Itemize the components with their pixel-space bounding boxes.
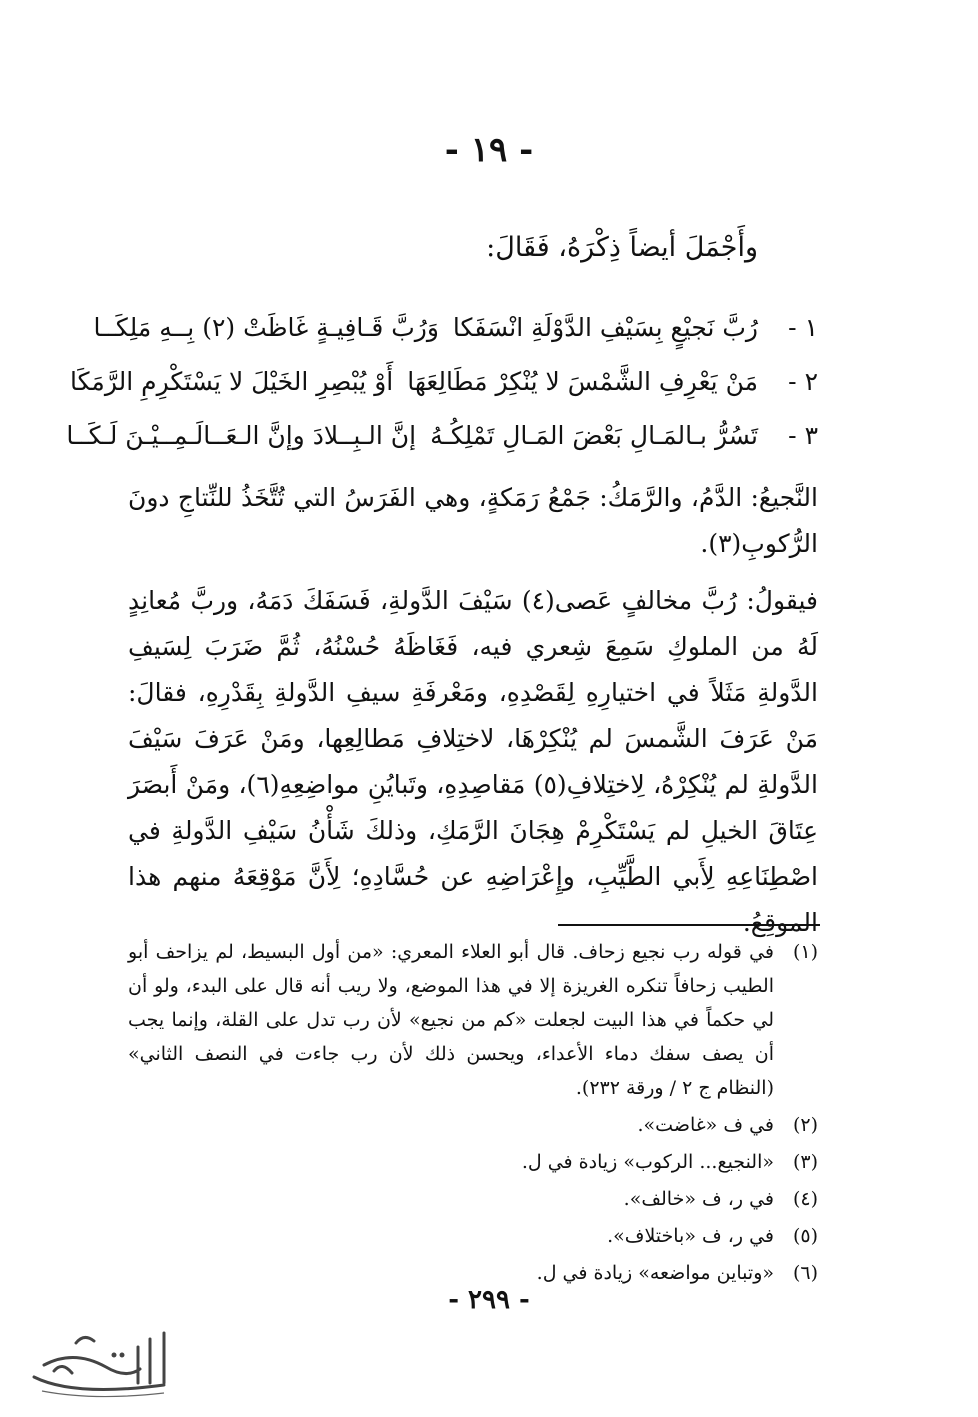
verse-second-hemistich: إنَّ الـبِــلادَ وإنَّ الـعَــالَـمِــيْـنَ لَـكَــا xyxy=(66,420,417,450)
footnote-text: في قوله رب نجيع زحاف. قال أبو العلاء المعري: «من أول البسيط، لم يزاحف أبو الطيب زحافاً تنكره الغريزة إلا في هذا الموضع، ولا ريب أنه قال على البدء، ولو أن لي حكماً في هذا البيت لجعلت «كم من نجيع» لأن رب تدل على القلة، وإنما يجب أن يصف سفك دماء الأعداء، ويحسن ذلك لأن رب جاءت في النصف الثاني» (النظام ج ٢ / ورقة ٢٣٢). xyxy=(128,941,774,1099)
gloss-paragraph: النَّجيعُ: الدَّمُ، والرَّمَكُ: جَمْعُ رَمَكةٍ، وهي الفَرَسُ التي تُتَّخَذُ للنِّتاجِ دونَ الرُّكوبِ(٣). xyxy=(128,483,818,558)
footnote-3 xyxy=(128,1145,818,1179)
footnote-marker: (٥) xyxy=(792,1225,818,1247)
verse-2 xyxy=(70,354,818,408)
footnote-marker: (٢) xyxy=(792,1114,818,1136)
verse-second-hemistich: أَوْ يُبْصِرِ الخَيْلَ لا يَسْتَكْرِمِ الرَّمَكَا xyxy=(70,366,394,396)
verse-second-hemistich: وَرُبَّ قَـافِيـةٍ غَاظَتْ (٢) بِــهِ مَلِكَــا xyxy=(93,312,439,342)
verse-number: ٢ - xyxy=(788,366,818,396)
verse-first-hemistich: رُبَّ نَجيْعٍ بِسَيْفِ الدَّوْلَةِ انْسَفَكا xyxy=(452,312,758,342)
commentary-paragraph: فيقولُ: رُبَّ مخالفٍ عَصى(٤) سَيْفَ الدَّولةِ، فَسَفَكَ دَمَهُ، وربَّ مُعانِدٍ لَهُ من الملوكِ سَمِعَ شِعري فيه، فَغَاظَهُ حُسْنُهُ، ثُمَّ ضَرَبَ لِسَيفِ الدَّولةِ مَثَلاً في اختيارِهِ لِقَصْدِهِ، ومَعْرفَةِ سيفِ الدَّولةِ بِقَدْرِهِ، فقالَ: مَنْ عَرَفَ الشَّمسَ لم يُنْكِرْهَا، لاختِلافِ مَطالِعِها، ومَنْ عَرَفَ سَيْفَ الدَّولةِ لم يُنْكِرْهُ، لِاختِلافِ(٥) مَقاصِدِهِ، وتَبايُنِ مواضِعِهِ(٦)، ومَنْ أَبصَرَ عِتَاقَ الخيلِ لم يَسْتَكْرِمْ هِجَانَ الرَّمَكِ، وذلكَ شَأْنُ سَيْفِ الدَّولةِ في اصْطِنَاعِهِ لِأَبي الطَّيِّبِ، وإِعْرَاضِهِ عن حُسَّادِهِ؛ لِأَنَّ مَوْقِعَهُ منهم هذا الموقِعُ. xyxy=(128,586,818,937)
page-number-bottom: - ٢٩٩ - xyxy=(448,1285,530,1315)
footnote-text: في ر، ف «باختلاف». xyxy=(607,1225,774,1247)
verse-number: ٣ - xyxy=(788,420,818,450)
footnote-5 xyxy=(128,1219,818,1253)
footnote-1 xyxy=(128,935,818,1105)
watermark-calligraphy-icon xyxy=(14,1325,194,1405)
calligraphy-watermark-logo xyxy=(14,1325,194,1405)
footnote-text: «النجيع... الركوب» زيادة في ل. xyxy=(521,1151,774,1173)
footnotes xyxy=(128,935,818,1293)
footnote-text: في ف «غاضت». xyxy=(637,1114,774,1136)
verse-1 xyxy=(93,300,818,354)
verse-3 xyxy=(66,408,818,462)
page-number-top: - ١٩ - xyxy=(444,130,534,170)
footnote-4 xyxy=(128,1182,818,1216)
footnote-marker: (٣) xyxy=(792,1151,818,1173)
footnote-text: في ر، ف «خالف». xyxy=(623,1188,774,1210)
footnote-2 xyxy=(128,1108,818,1142)
footnote-text: «وتباين مواضعه» زيادة في ل. xyxy=(536,1262,774,1284)
verse-number: ١ - xyxy=(788,312,818,342)
poem-verses xyxy=(66,300,818,462)
verse-first-hemistich: تَسُرُّ بـالمَـالِ بَعْضَ المَـالِ تَمْلِكُـهُ xyxy=(430,420,758,450)
footnote-marker: (٦) xyxy=(792,1262,818,1284)
intro-line: وأَجْمَلَ أيضاً ذِكْرَهُ، فَقَالَ: xyxy=(486,232,758,263)
footnote-marker: (١) xyxy=(792,941,818,963)
footnote-separator xyxy=(558,924,820,926)
footnote-marker: (٤) xyxy=(792,1188,818,1210)
verse-first-hemistich: مَنْ يَعْرِفِ الشَّمْسَ لا يُنْكِرْ مَطَالِعَهَا xyxy=(407,366,758,396)
